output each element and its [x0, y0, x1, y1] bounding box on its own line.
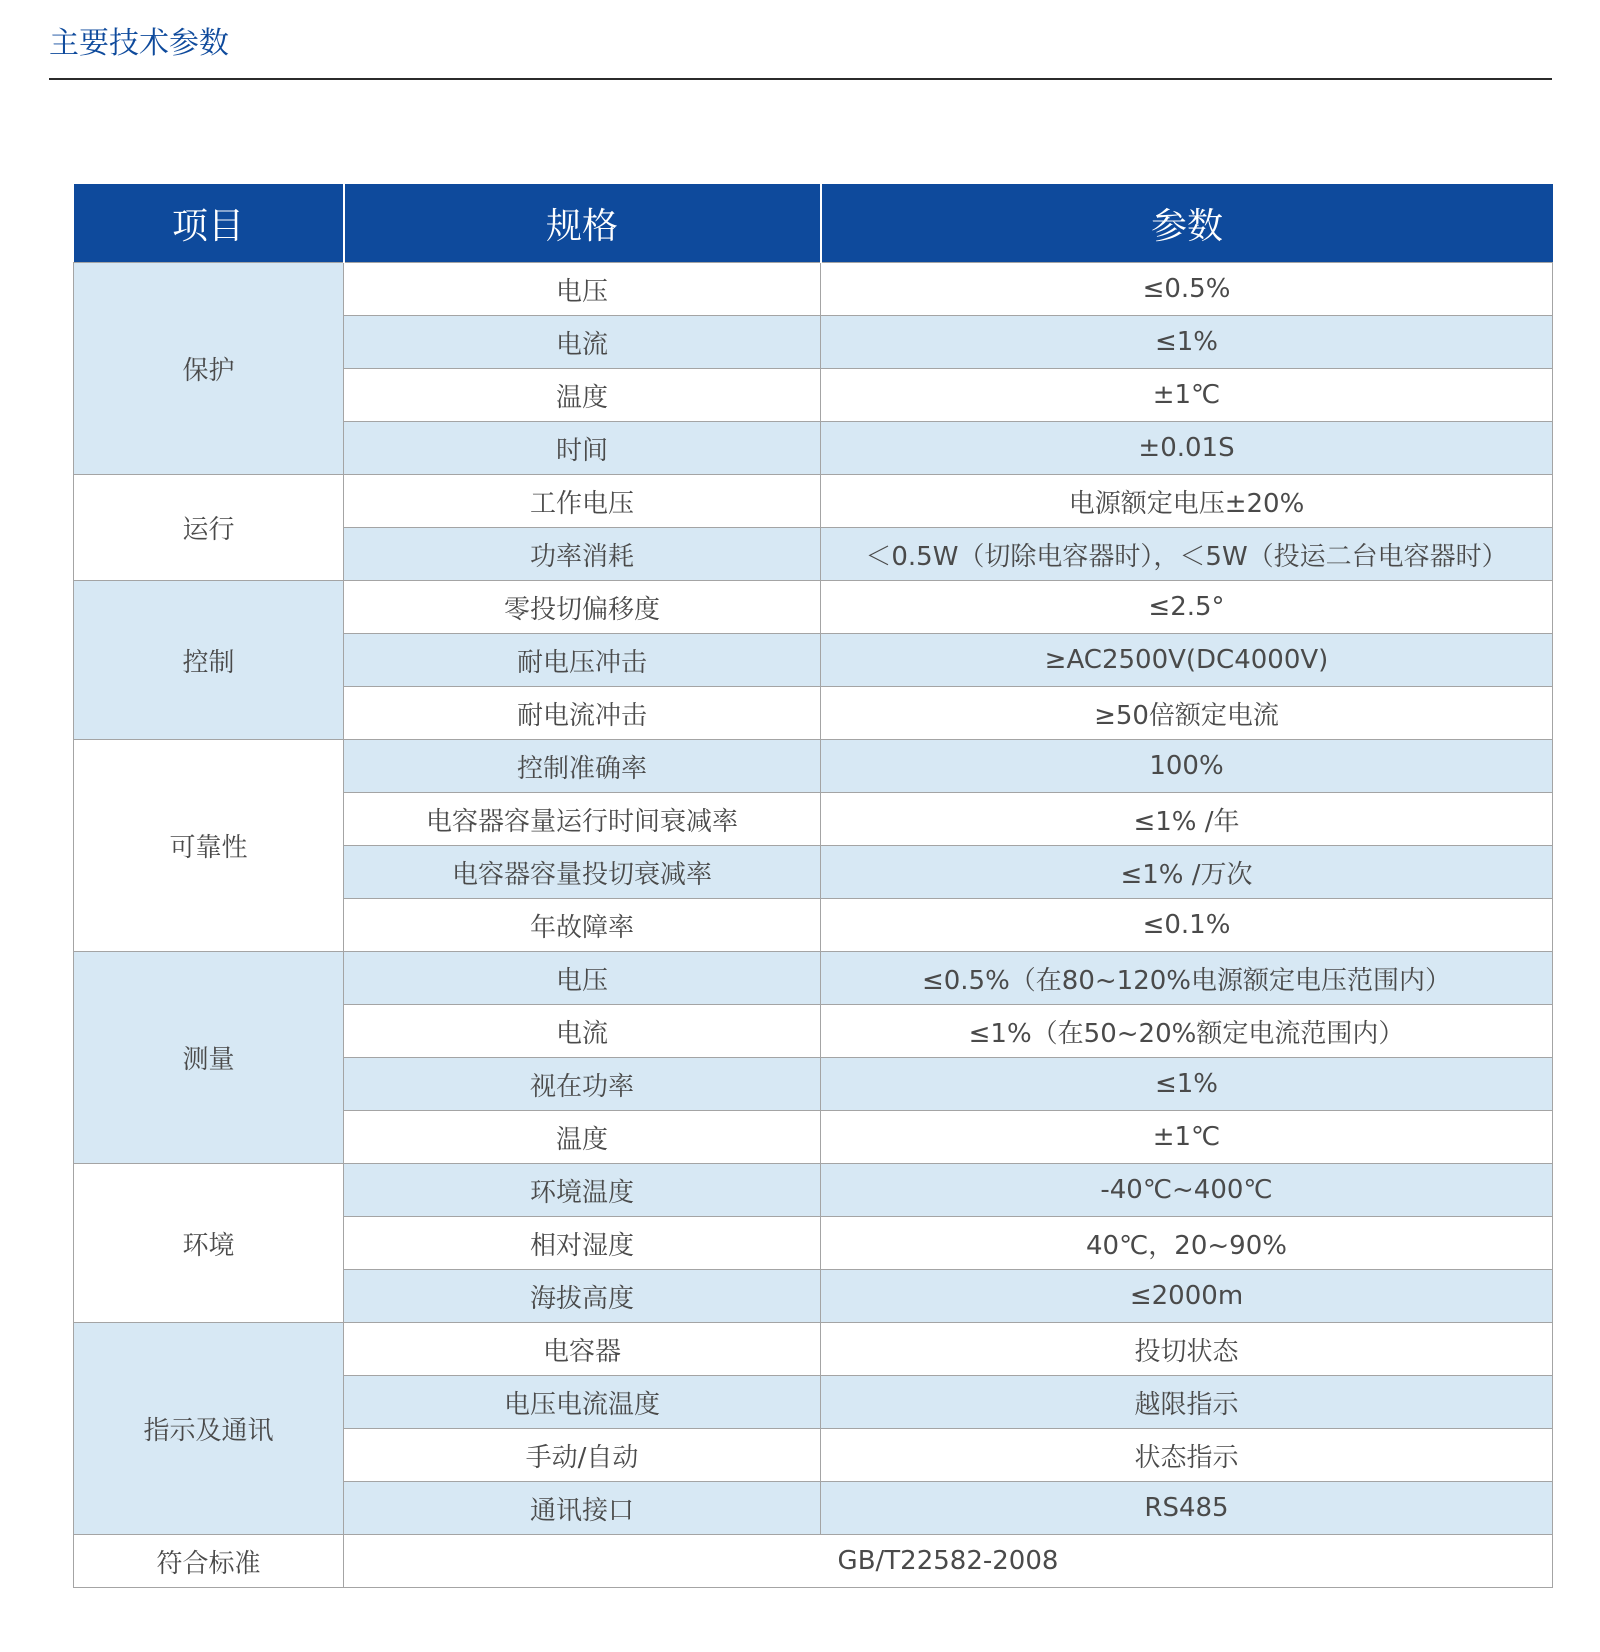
value-cell: -40℃~400℃ — [821, 1164, 1553, 1217]
value-cell: 40℃，20~90% — [821, 1217, 1553, 1270]
spec-cell: 温度 — [344, 1111, 821, 1164]
spec-cell: 时间 — [344, 422, 821, 475]
spec-cell: 海拔高度 — [344, 1270, 821, 1323]
spec-cell: 电压电流温度 — [344, 1376, 821, 1429]
standard-value-cell: GB/T22582-2008 — [344, 1535, 1553, 1588]
spec-cell: 零投切偏移度 — [344, 581, 821, 634]
category-cell: 运行 — [74, 475, 344, 581]
value-cell: ≤0.5% — [821, 263, 1553, 316]
table-row — [74, 1323, 1553, 1376]
value-cell: ＜0.5W（切除电容器时），＜5W（投运二台电容器时） — [821, 528, 1553, 581]
value-cell: ≤0.1% — [821, 899, 1553, 952]
value-cell: ≤2000m — [821, 1270, 1553, 1323]
spec-cell: 电流 — [344, 1005, 821, 1058]
table-row — [74, 740, 1553, 793]
spec-cell: 通讯接口 — [344, 1482, 821, 1535]
spec-cell: 手动/自动 — [344, 1429, 821, 1482]
spec-cell: 视在功率 — [344, 1058, 821, 1111]
spec-cell: 工作电压 — [344, 475, 821, 528]
standard-label-cell: 符合标准 — [74, 1535, 344, 1588]
value-cell: ±1℃ — [821, 369, 1553, 422]
spec-cell: 控制准确率 — [344, 740, 821, 793]
category-cell: 指示及通讯 — [74, 1323, 344, 1535]
value-cell: ≤0.5%（在80~120%电源额定电压范围内） — [821, 952, 1553, 1005]
table-body — [74, 263, 1553, 1588]
spec-cell: 相对湿度 — [344, 1217, 821, 1270]
value-cell: ≥AC2500V(DC4000V) — [821, 634, 1553, 687]
value-cell: ±0.01S — [821, 422, 1553, 475]
category-cell: 保护 — [74, 263, 344, 475]
value-cell: 投切状态 — [821, 1323, 1553, 1376]
title-divider — [49, 78, 1552, 80]
value-cell: ≥50倍额定电流 — [821, 687, 1553, 740]
spec-cell: 电压 — [344, 952, 821, 1005]
value-cell: 100% — [821, 740, 1553, 793]
value-cell: ≤2.5° — [821, 581, 1553, 634]
header-param: 参数 — [821, 184, 1553, 263]
header-spec: 规格 — [344, 184, 821, 263]
value-cell: ≤1% /年 — [821, 793, 1553, 846]
value-cell: ±1℃ — [821, 1111, 1553, 1164]
spec-cell: 耐电流冲击 — [344, 687, 821, 740]
value-cell: 越限指示 — [821, 1376, 1553, 1429]
category-cell: 可靠性 — [74, 740, 344, 952]
spec-cell: 电容器容量投切衰减率 — [344, 846, 821, 899]
table-row — [74, 581, 1553, 634]
spec-cell: 电流 — [344, 316, 821, 369]
spec-cell: 环境温度 — [344, 1164, 821, 1217]
spec-cell: 温度 — [344, 369, 821, 422]
spec-cell: 功率消耗 — [344, 528, 821, 581]
category-cell: 控制 — [74, 581, 344, 740]
table-header-row — [74, 184, 1553, 263]
table-row — [74, 263, 1553, 316]
value-cell: 电源额定电压±20% — [821, 475, 1553, 528]
table-footer-row — [74, 1535, 1553, 1588]
value-cell: ≤1%（在50~20%额定电流范围内） — [821, 1005, 1553, 1058]
spec-table — [73, 184, 1553, 1588]
category-cell: 测量 — [74, 952, 344, 1164]
spec-cell: 电容器容量运行时间衰减率 — [344, 793, 821, 846]
table-row — [74, 952, 1553, 1005]
value-cell: ≤1% /万次 — [821, 846, 1553, 899]
spec-cell: 耐电压冲击 — [344, 634, 821, 687]
table-row — [74, 1164, 1553, 1217]
table-row — [74, 475, 1553, 528]
spec-cell: 年故障率 — [344, 899, 821, 952]
value-cell: ≤1% — [821, 1058, 1553, 1111]
section-title: 主要技术参数 — [49, 26, 229, 61]
value-cell: ≤1% — [821, 316, 1553, 369]
category-cell: 环境 — [74, 1164, 344, 1323]
header-item: 项目 — [74, 184, 344, 263]
value-cell: RS485 — [821, 1482, 1553, 1535]
spec-cell: 电容器 — [344, 1323, 821, 1376]
value-cell: 状态指示 — [821, 1429, 1553, 1482]
spec-cell: 电压 — [344, 263, 821, 316]
